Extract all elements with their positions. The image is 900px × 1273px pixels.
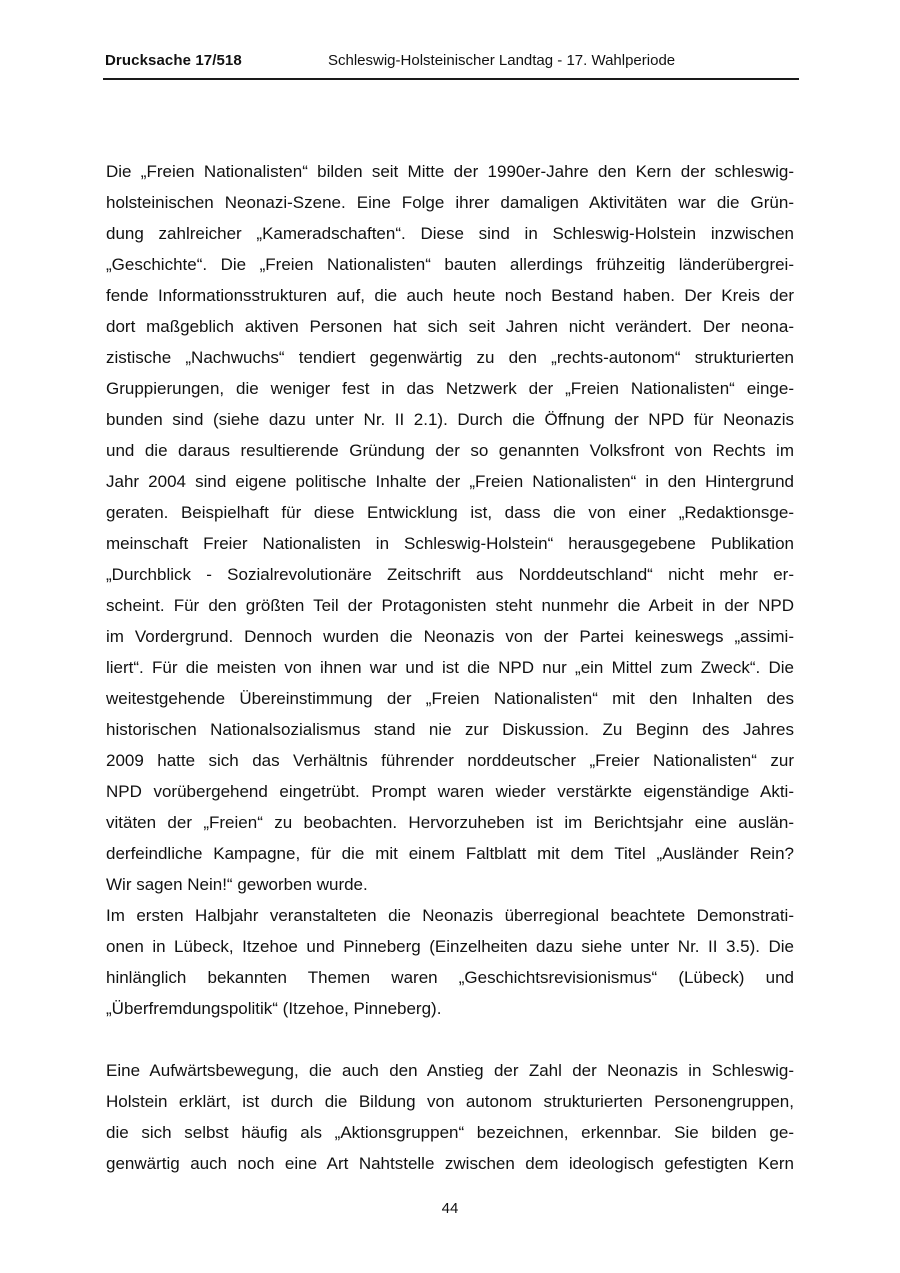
text-line: dung zahlreicher „Kameradschaften“. Diese sind in Schleswig-Holstein inzwischen [106, 224, 794, 243]
page-header [103, 52, 799, 80]
text-line: vitäten der „Freien“ zu beobachten. Hervorzuheben ist im Berichtsjahr eine auslän- [106, 813, 794, 832]
text-line: Die „Freien Nationalisten“ bilden seit Mitte der 1990er-Jahre den Kern der schleswig- [106, 162, 794, 181]
text-line: im Vordergrund. Dennoch wurden die Neonazis von der Partei keineswegs „assimi- [106, 627, 794, 646]
text-line: dort maßgeblich aktiven Personen hat sich seit Jahren nicht verändert. Der neona- [106, 317, 794, 336]
text-line: meinschaft Freier Nationalisten in Schleswig-Holstein“ herausgegebene Publikation [106, 534, 794, 553]
text-line: „Geschichte“. Die „Freien Nationalisten“ bauten allerdings frühzeitig länderübergrei- [106, 255, 794, 274]
paragraph [106, 156, 794, 900]
text-line: Wir sagen Nein!“ geworben wurde. [106, 875, 368, 894]
text-line: und die daraus resultierende Gründung der so genannten Volksfront von Rechts im [106, 441, 794, 460]
text-line: fende Informationsstrukturen auf, die auch heute noch Bestand haben. Der Kreis der [106, 286, 794, 305]
text-line: weitestgehende Übereinstimmung der „Freien Nationalisten“ mit den Inhalten des [106, 689, 794, 708]
text-line: onen in Lübeck, Itzehoe und Pinneberg (Einzelheiten dazu siehe unter Nr. II 3.5). Die [106, 937, 794, 956]
text-line: „Überfremdungspolitik“ (Itzehoe, Pinneberg). [106, 999, 442, 1018]
text-line: NPD vorübergehend eingetrübt. Prompt waren wieder verstärkte eigenständige Akti- [106, 782, 794, 801]
text-line: Gruppierungen, die weniger fest in das Netzwerk der „Freien Nationalisten“ einge- [106, 379, 794, 398]
text-line: zistische „Nachwuchs“ tendiert gegenwärtig zu den „rechts-autonom“ strukturierten [106, 348, 794, 367]
text-line: holsteinischen Neonazi-Szene. Eine Folge ihrer damaligen Aktivitäten war die Grün- [106, 193, 794, 212]
text-line: Holstein erklärt, ist durch die Bildung von autonom strukturierten Personengruppen, [106, 1092, 794, 1111]
paragraph [106, 900, 794, 1024]
text-line: Jahr 2004 sind eigene politische Inhalte der „Freien Nationalisten“ in den Hintergrund [106, 472, 794, 491]
text-line: bunden sind (siehe dazu unter Nr. II 2.1). Durch die Öffnung der NPD für Neonazis [106, 410, 794, 429]
text-line: scheint. Für den größten Teil der Protagonisten steht nunmehr die Arbeit in der NPD [106, 596, 794, 615]
text-line: Eine Aufwärtsbewegung, die auch den Anstieg der Zahl der Neonazis in Schleswig- [106, 1061, 794, 1080]
text-line: genwärtig auch noch eine Art Nahtstelle zwischen dem ideologisch gefestigten Kern [106, 1154, 794, 1173]
paragraph-spacer [106, 1024, 794, 1055]
text-line: 2009 hatte sich das Verhältnis führender norddeutscher „Freier Nationalisten“ zur [106, 751, 794, 770]
text-line: geraten. Beispielhaft für diese Entwicklung ist, dass die von einer „Redaktionsge- [106, 503, 794, 522]
document-number: Drucksache 17/518 [105, 52, 242, 69]
text-line: „Durchblick - Sozialrevolutionäre Zeitschrift aus Norddeutschland“ nicht mehr er- [106, 565, 794, 584]
text-line: liert“. Für die meisten von ihnen war und ist die NPD nur „ein Mittel zum Zweck“. Die [106, 658, 794, 677]
body-text [106, 156, 794, 1179]
paragraph [106, 1055, 794, 1179]
text-line: Im ersten Halbjahr veranstalteten die Neonazis überregional beachtete Demonstrati- [106, 906, 794, 925]
page-number: 44 [441, 1200, 459, 1217]
text-line: hinlänglich bekannten Themen waren „Geschichtsrevisionismus“ (Lübeck) und [106, 968, 794, 987]
text-line: derfeindliche Kampagne, für die mit einem Faltblatt mit dem Titel „Ausländer Rein? [106, 844, 794, 863]
text-line: die sich selbst häufig als „Aktionsgruppen“ bezeichnen, erkennbar. Sie bilden ge- [106, 1123, 794, 1142]
parliament-title: Schleswig-Holsteinischer Landtag - 17. Wahlperiode [328, 52, 676, 69]
text-line: historischen Nationalsozialismus stand nie zur Diskussion. Zu Beginn des Jahres [106, 720, 794, 739]
